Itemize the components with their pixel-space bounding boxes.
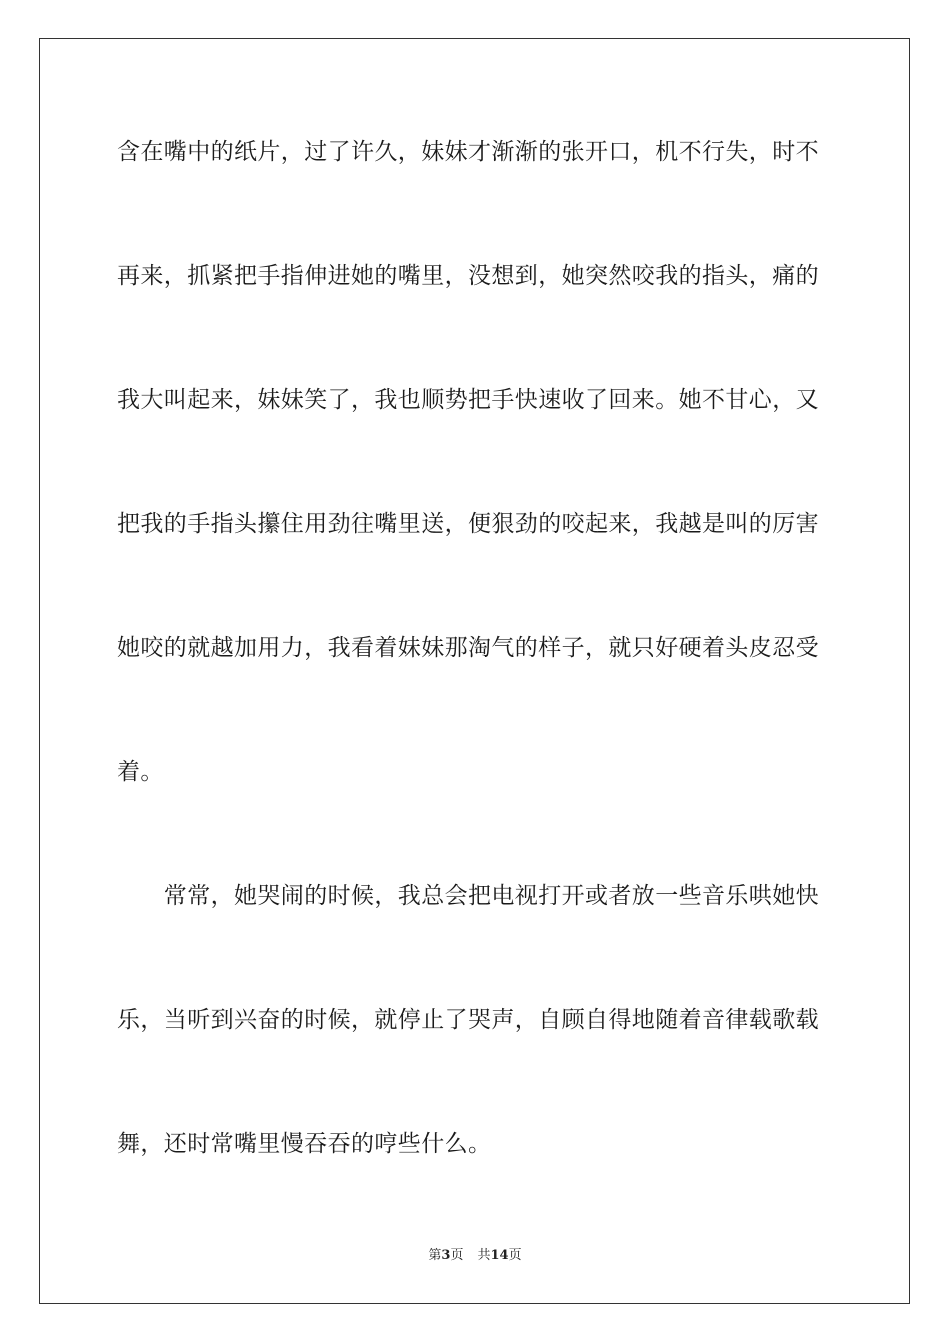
text-line: 常常，她哭闹的时候，我总会把电视打开或者放一些音乐哄她快 (117, 883, 819, 909)
total-pages: 14 (490, 1248, 509, 1263)
page-prefix: 第 (428, 1248, 442, 1263)
page-footer (0, 1248, 950, 1264)
total-suffix: 页 (508, 1248, 522, 1263)
total-prefix: 共 (477, 1248, 491, 1263)
text-line: 含在嘴中的纸片，过了许久，妹妹才渐渐的张开口，机不行失，时不 (117, 139, 819, 165)
text-line: 我大叫起来，妹妹笑了，我也顺势把手快速收了回来。她不甘心，又 (117, 387, 819, 413)
text-line: 着。 (117, 759, 164, 785)
text-line: 乐，当听到兴奋的时候，就停止了哭声，自顾自得地随着音律载歌载 (117, 1007, 819, 1033)
text-line: 舞，还时常嘴里慢吞吞的哼些什么。 (117, 1131, 492, 1157)
page-frame (39, 38, 910, 1304)
page-suffix: 页 (450, 1248, 464, 1263)
text-line: 再来，抓紧把手指伸进她的嘴里，没想到，她突然咬我的指头，痛的 (117, 263, 819, 289)
text-line: 把我的手指头攥住用劲往嘴里送，便狠劲的咬起来，我越是叫的厉害 (117, 511, 819, 537)
page-number: 3 (441, 1248, 451, 1263)
text-line: 她咬的就越加用力，我看着妹妹那淘气的样子，就只好硬着头皮忍受 (117, 635, 819, 661)
